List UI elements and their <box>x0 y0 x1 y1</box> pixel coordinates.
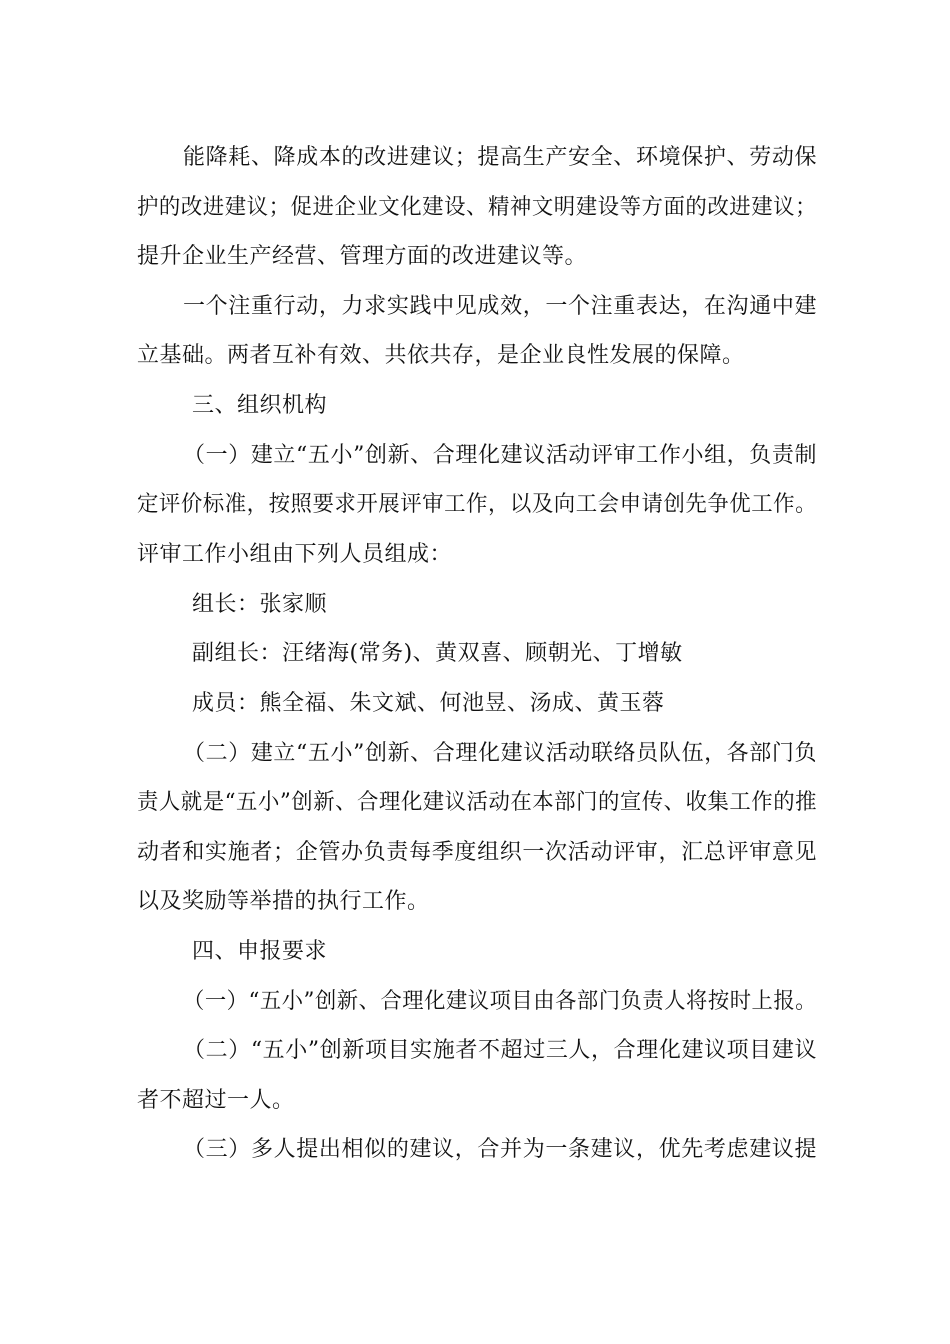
paragraph-line: （三）多人提出相似的建议，合并为一条建议，优先考虑建议提 <box>183 1137 817 1162</box>
paragraph-line: 动者和实施者；企管办负责每季度组织一次活动评审，汇总评审意见 <box>137 840 817 865</box>
paragraph-line: （二）“五小”创新项目实施者不超过三人，合理化建议项目建议 <box>183 1038 817 1063</box>
paragraph-line: 提升企业生产经营、管理方面的改进建议等。 <box>137 244 588 269</box>
paragraph-line: 评审工作小组由下列人员组成： <box>137 542 453 567</box>
member-line: 副组长：汪绪海(常务)、黄双喜、顾朝光、丁增敏 <box>192 641 683 666</box>
paragraph-line: （二）建立“五小”创新、合理化建议活动联络员队伍，各部门负 <box>183 741 817 766</box>
paragraph-line: 护的改进建议；促进企业文化建设、精神文明建设等方面的改进建议； <box>137 195 817 220</box>
member-line: 组长：张家顺 <box>192 592 328 617</box>
paragraph-line: （一）“五小”创新、合理化建议项目由各部门负责人将按时上报。 <box>183 989 817 1014</box>
member-line: 成员：熊全福、朱文斌、何池昱、汤成、黄玉蓉 <box>192 691 665 716</box>
paragraph-line: 定评价标准，按照要求开展评审工作，以及向工会申请创先争优工作。 <box>137 492 817 517</box>
section-heading: 三、组织机构 <box>192 393 328 418</box>
paragraph-line: 能降耗、降成本的改进建议；提高生产安全、环境保护、劳动保 <box>183 145 817 170</box>
paragraph-line: （一）建立“五小”创新、合理化建议活动评审工作小组，负责制 <box>183 443 817 468</box>
paragraph-line: 一个注重行动，力求实践中见成效，一个注重表达，在沟通中建 <box>183 294 817 319</box>
paragraph-line: 以及奖励等举措的执行工作。 <box>137 889 430 914</box>
paragraph-line: 立基础。两者互补有效、共依共存，是企业良性发展的保障。 <box>137 343 745 368</box>
paragraph-line: 责人就是“五小”创新、合理化建议活动在本部门的宣传、收集工作的推 <box>137 790 817 815</box>
paragraph-line: 者不超过一人。 <box>137 1088 295 1113</box>
section-heading: 四、申报要求 <box>192 939 328 964</box>
